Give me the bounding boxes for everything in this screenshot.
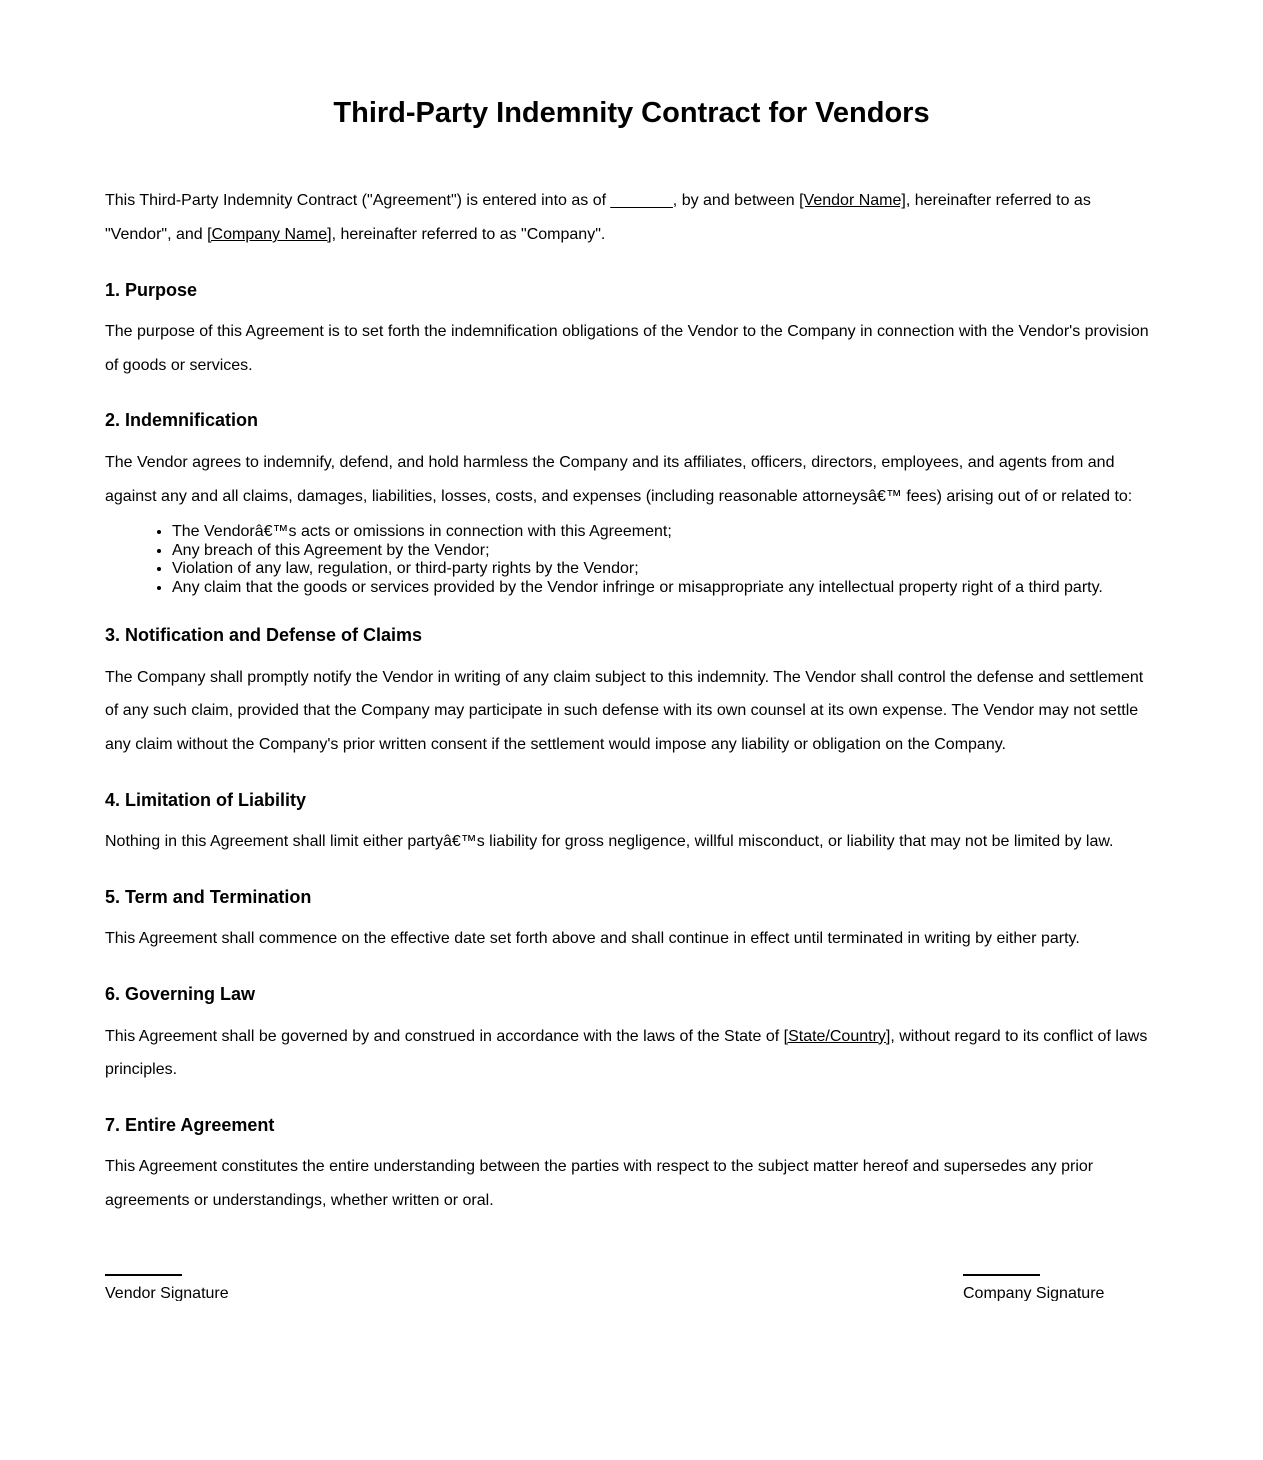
section-term-termination-body: This Agreement shall commence on the effective date set forth above and shall continue in effect until terminated in writing by either party. <box>105 930 1080 948</box>
section-governing-law-heading: 6. Governing Law <box>105 983 256 1004</box>
section-term-termination-heading: 5. Term and Termination <box>105 886 312 907</box>
date-blank: _______ <box>610 192 673 210</box>
company-signature-line <box>963 1274 1040 1276</box>
intro-text-post: , hereinafter referred to as "Company". <box>331 226 606 244</box>
vendor-signature-block <box>105 1274 229 1301</box>
section-notification-defense-body: The Company shall promptly notify the Vendor in writing of any claim subject to this indemnity. The Vendor shall control the defense and settlement of any such claim, provided that the Company may participate in such defense with its own counsel at its own expense. The Vendor may not settle any claim without the Company's prior written consent if the settlement would impose any liability or obligation on the Company. <box>105 668 1144 753</box>
section-purpose-heading: 1. Purpose <box>105 279 198 300</box>
company-signature-block <box>963 1274 1158 1301</box>
indemnification-bullet-list <box>105 523 1158 597</box>
list-item: • Any breach of this Agreement by the Vendor; <box>172 542 1158 561</box>
section-limitation-liability-heading: 4. Limitation of Liability <box>105 789 307 810</box>
signature-row <box>105 1274 1158 1301</box>
governing-law-text-post: , without regard to its conflict of laws principles. <box>105 1027 1148 1079</box>
intro-text-pre: This Third-Party Indemnity Contract ("Agreement") is entered into as of <box>105 192 611 210</box>
section-indemnification <box>105 410 1158 597</box>
list-item: • Violation of any law, regulation, or third-party rights by the Vendor; <box>172 560 1158 579</box>
section-indemnification-body: The Vendor agrees to indemnify, defend, and hold harmless the Company and its affiliates, officers, directors, employees, and agents from and against any and all claims, damages, liabilities, losses, costs, and expenses (including reasonable attorneysâ€™ fees) arising out of or related to: <box>105 454 1133 505</box>
section-limitation-liability-body: Nothing in this Agreement shall limit either partyâ€™s liability for gross negligence, willful misconduct, or liability that may not be limited by law. <box>105 833 1114 851</box>
section-notification-defense-heading: 3. Notification and Defense of Claims <box>105 625 423 646</box>
section-indemnification-heading: 2. Indemnification <box>105 410 259 431</box>
section-entire-agreement-body: This Agreement constitutes the entire understanding between the parties with respect to the subject matter hereof and supersedes any prior agreements or understandings, whether written or oral. <box>105 1158 1094 1209</box>
company-signature-label: Company Signature <box>963 1284 1105 1301</box>
section-term-termination <box>105 887 1158 956</box>
vendor-name-placeholder: [Vendor Name] <box>799 192 906 210</box>
document-title: Third-Party Indemnity Contract for Vendors <box>333 97 930 129</box>
section-limitation-liability <box>105 790 1158 859</box>
section-purpose-body: The purpose of this Agreement is to set forth the indemnification obligations of the Vendor to the Company in connection with the Vendor's provision of goods or services. <box>105 323 1149 374</box>
intro-paragraph <box>105 184 1158 251</box>
section-purpose <box>105 280 1158 383</box>
section-governing-law <box>105 984 1158 1087</box>
vendor-signature-line <box>105 1274 182 1276</box>
governing-law-text-pre: This Agreement shall be governed by and construed in accordance with the laws of the State of <box>105 1027 784 1045</box>
vendor-signature-label: Vendor Signature <box>105 1284 229 1301</box>
section-notification-defense <box>105 625 1158 761</box>
list-item: • Any claim that the goods or services provided by the Vendor infringe or misappropriate any intellectual property right of a third party. <box>172 579 1158 598</box>
section-entire-agreement-heading: 7. Entire Agreement <box>105 1114 275 1135</box>
section-governing-law-body <box>105 1020 1158 1087</box>
section-entire-agreement <box>105 1115 1158 1218</box>
company-name-placeholder: [Company Name] <box>207 226 332 244</box>
intro-text-mid2: , hereinafter referred to as "Vendor", and <box>105 192 1091 244</box>
intro-text-mid1: , by and between <box>672 192 800 210</box>
list-item: • The Vendorâ€™s acts or omissions in connection with this Agreement; <box>172 523 1158 542</box>
state-country-placeholder: [State/Country] <box>783 1027 891 1045</box>
